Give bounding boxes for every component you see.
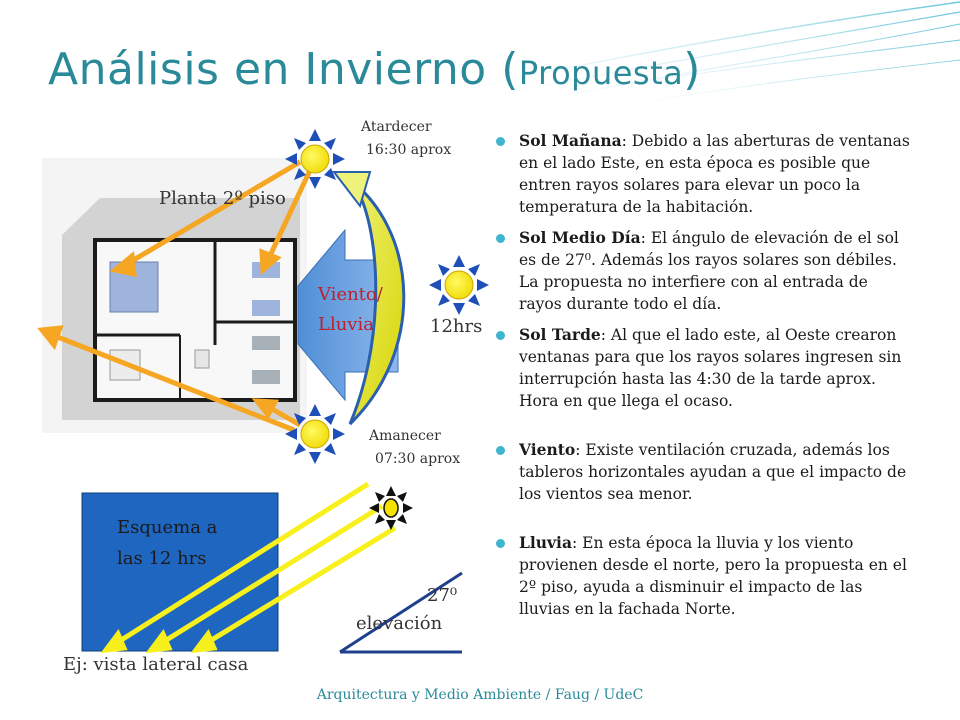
- rain-label: Lluvia: [318, 314, 374, 335]
- scheme-label-line2: las 12 hrs: [117, 548, 207, 569]
- slide-footer: Arquitectura y Medio Ambiente / Faug / UdeC: [316, 687, 644, 703]
- wind-label: Viento/: [318, 284, 383, 305]
- amanecer-time: 07:30 aprox: [375, 451, 461, 467]
- atardecer-time: 16:30 aprox: [366, 142, 452, 158]
- sun-amanecer-icon: [285, 404, 345, 464]
- noon-label: 12hrs: [430, 316, 483, 337]
- atardecer-label: Atardecer: [361, 119, 432, 135]
- side-view-label: Ej: vista lateral casa: [63, 654, 249, 675]
- bullet-sol-medio-dia: Sol Medio Día: El ángulo de elevación de el sol es de 27⁰. Además los rayos solares son débiles. La propuesta no interfiere con al entrada de rayos durante todo el día.: [494, 227, 914, 315]
- analysis-bullet-list: [494, 130, 914, 629]
- bullet-sol-manana: Sol Mañana: Debido a las aberturas de ventanas en el lado Este, en esta época es posible que entren rayos solares para elevar un poco la temperatura de la habitación.: [494, 130, 914, 218]
- amanecer-label: Amanecer: [369, 428, 441, 444]
- bullet-viento: Viento: Existe ventilación cruzada, además los tableros horizontales ayudan a que el impacto de los vientos sea menor.: [494, 439, 914, 505]
- bullet-sol-tarde: Sol Tarde: Al que el lado este, al Oeste crearon ventanas para que los rayos solares ingresen sin interrupción hasta las 4:30 de la tarde aprox. Hora en que llega el ocaso.: [494, 324, 914, 412]
- scheme-label-line1: Esquema a: [117, 517, 218, 538]
- sun-noon-icon: [429, 255, 489, 315]
- bullet-lluvia: Lluvia: En esta época la lluvia y los viento provienen desde el norte, pero la propuesta en el 2º piso, ayuda a disminuir el impacto de las lluvias en la fachada Norte.: [494, 532, 914, 620]
- scheme-sun-icon: [369, 486, 413, 530]
- plan-label: Planta 2º piso: [159, 188, 286, 209]
- elevation-label: elevación: [356, 613, 443, 634]
- angle-value: 27⁰: [427, 585, 458, 606]
- sun-atardecer-icon: [285, 129, 345, 189]
- slide-title: Análisis en Invierno (Propuesta): [48, 44, 701, 95]
